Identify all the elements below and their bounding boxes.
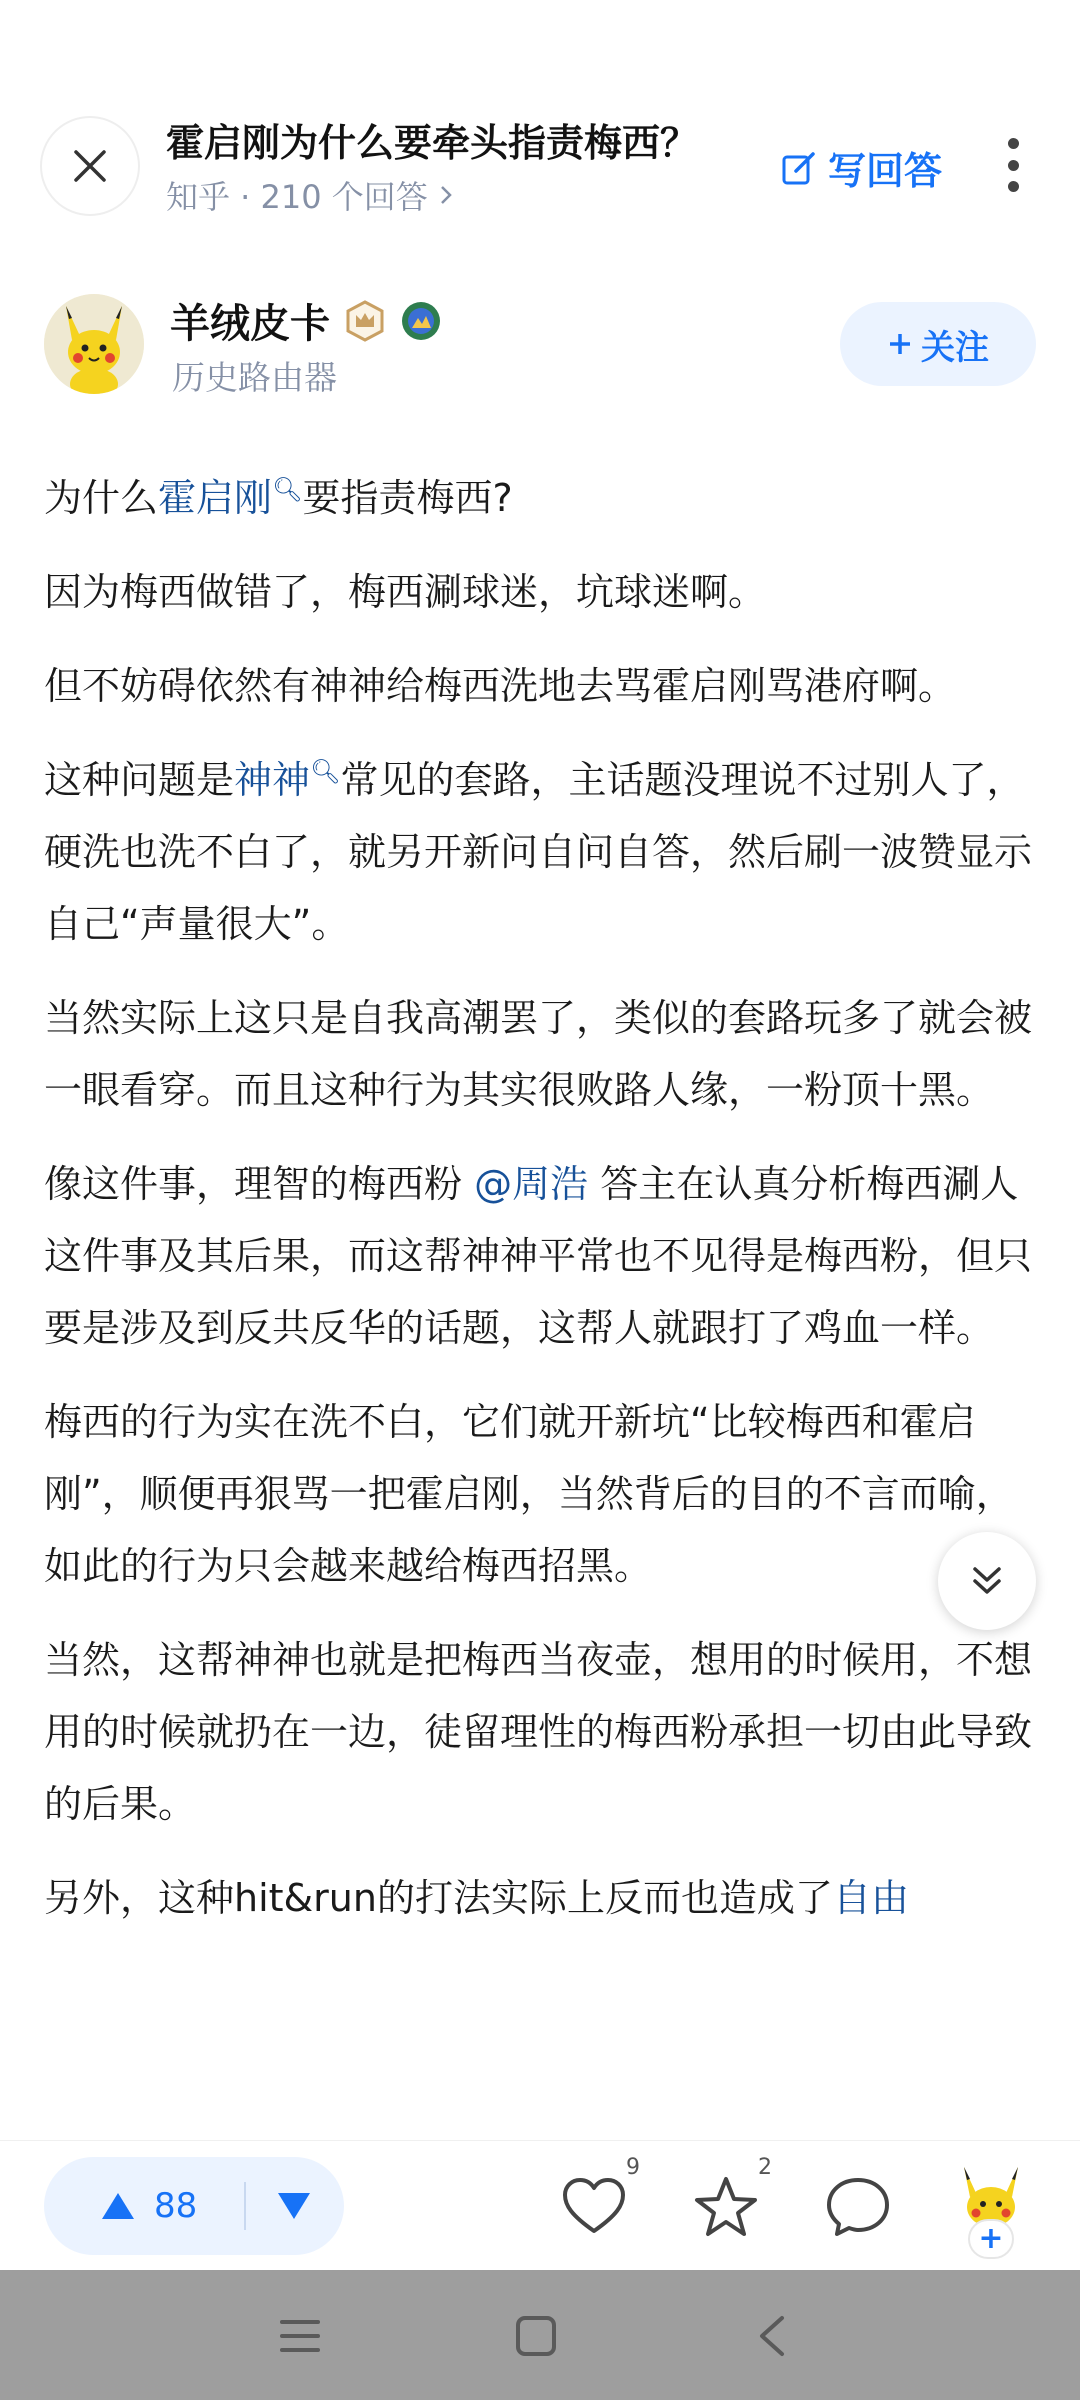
crown-badge-icon: [344, 300, 386, 342]
heart-icon: [561, 2177, 627, 2237]
user-mention-link[interactable]: @周浩: [474, 1162, 589, 1206]
answer-paragraph: 当然实际上这只是自我高潮罢了，类似的套路玩多了就会被一眼看穿。而且这种行为其实很败路人缘，一粉顶十黑。: [44, 996, 1033, 1112]
keyword-link[interactable]: [234, 758, 340, 802]
author-name-row[interactable]: [170, 292, 442, 349]
author-name: 羊绒皮卡: [170, 301, 330, 347]
vote-group: [44, 2157, 344, 2255]
answer-paragraph: [44, 1148, 1040, 1364]
triangle-down-icon: [276, 2191, 312, 2221]
achievement-badge-icon: [400, 300, 442, 342]
keyword-link[interactable]: [158, 476, 302, 520]
like-count: 9: [626, 2155, 640, 2180]
answer-paragraph: 当然，这帮神神也就是把梅西当夜壶，想用的时候用，不想用的时候就扔在一边，徒留理性的梅西粉承担一切由此导致的后果。: [44, 1638, 1033, 1826]
answer-content: [44, 462, 1040, 1956]
home-button[interactable]: [506, 2308, 566, 2364]
paragraph-text: 答主在认真分析梅西涮人这件事及其后果，而这帮神神平常也不见得是梅西粉，但只要是涉及到反共反华的话题，这帮人就跟打了鸡血一样。: [44, 1162, 1033, 1350]
star-icon: [693, 2175, 759, 2239]
paragraph-text: 要指责梅西?: [302, 476, 513, 520]
upvote-button[interactable]: [44, 2186, 244, 2226]
follow-label: 关注: [921, 327, 989, 368]
comment-bubble-icon: [825, 2176, 891, 2238]
scroll-to-next-button[interactable]: [938, 1532, 1036, 1630]
favorite-button[interactable]: [688, 2155, 772, 2245]
question-title[interactable]: 霍启刚为什么要牵头指责梅西？: [166, 121, 699, 165]
my-avatar-button[interactable]: [946, 2157, 1036, 2256]
add-icon: +: [968, 2219, 1014, 2259]
author-description: 历史路由器: [172, 358, 337, 397]
question-meta[interactable]: [166, 172, 454, 218]
close-button[interactable]: [40, 116, 140, 216]
source-and-answer-count: 知乎 · 210 个回答: [166, 178, 428, 216]
upvote-count: 88: [154, 2186, 198, 2226]
comment-button[interactable]: [820, 2169, 896, 2245]
author-card: [0, 290, 1080, 400]
chevron-left-icon: [754, 2314, 790, 2358]
question-header: [0, 0, 1080, 260]
more-options-button[interactable]: [998, 138, 1028, 192]
more-dot-icon: [1008, 138, 1019, 149]
system-navigation-bar: [0, 2270, 1080, 2400]
search-icon: 🔍︎: [272, 475, 303, 504]
triangle-up-icon: [100, 2191, 136, 2221]
recent-apps-button[interactable]: [270, 2308, 330, 2364]
paragraph-text: 这种问题是: [44, 758, 235, 802]
paragraph-text: 另外，这种hit&run的打法实际上反而也造成了: [44, 1876, 833, 1920]
answer-paragraph: 但不妨碍依然有神神给梅西洗地去骂霍启刚骂港府啊。: [44, 664, 957, 708]
search-icon: 🔍︎: [310, 757, 341, 786]
answer-paragraph: [44, 744, 1040, 960]
more-dot-icon: [1008, 181, 1019, 192]
answer-paragraph: 梅西的行为实在洗不白，它们就开新坑“比较梅西和霍启刚”，顺便再狠骂一把霍启刚，当然背后的目的不言而喻，如此的行为只会越来越给梅西招黑。: [44, 1400, 1014, 1588]
author-avatar[interactable]: [44, 294, 144, 394]
keyword-text: 神神: [234, 758, 311, 802]
answer-paragraph: 因为梅西做错了，梅西涮球迷，坑球迷啊。: [44, 570, 767, 614]
paragraph-text: 常见的套路，主话题没理说不过别人了，硬洗也洗不白了，就另开新问自问自答，然后刷一波赞显示自己“声量很大”。: [44, 758, 1033, 946]
menu-lines-icon: [278, 2316, 322, 2356]
paragraph-text: 为什么: [44, 476, 159, 520]
like-button[interactable]: [556, 2155, 640, 2245]
double-chevron-down-icon: [967, 1561, 1007, 1601]
square-icon: [514, 2314, 558, 2358]
close-icon: [70, 146, 110, 186]
answer-paragraph: [44, 462, 1040, 534]
favorite-count: 2: [758, 2155, 772, 2180]
chevron-right-icon: [438, 183, 454, 207]
edit-icon: [780, 149, 818, 187]
pikachu-avatar-icon: [44, 294, 144, 394]
follow-button[interactable]: [840, 302, 1036, 386]
answer-action-bar: [0, 2140, 1080, 2270]
write-answer-button[interactable]: [780, 140, 942, 195]
answer-paragraph: [44, 1862, 1040, 1934]
keyword-text: 霍启刚: [158, 476, 273, 520]
keyword-link[interactable]: 自由: [832, 1876, 909, 1920]
more-dot-icon: [1008, 160, 1019, 171]
downvote-button[interactable]: [246, 2191, 342, 2221]
paragraph-text: 像这件事，理智的梅西粉: [44, 1162, 475, 1206]
plus-icon: [887, 331, 913, 357]
write-answer-label: 写回答: [828, 149, 943, 193]
back-button[interactable]: [742, 2308, 802, 2364]
